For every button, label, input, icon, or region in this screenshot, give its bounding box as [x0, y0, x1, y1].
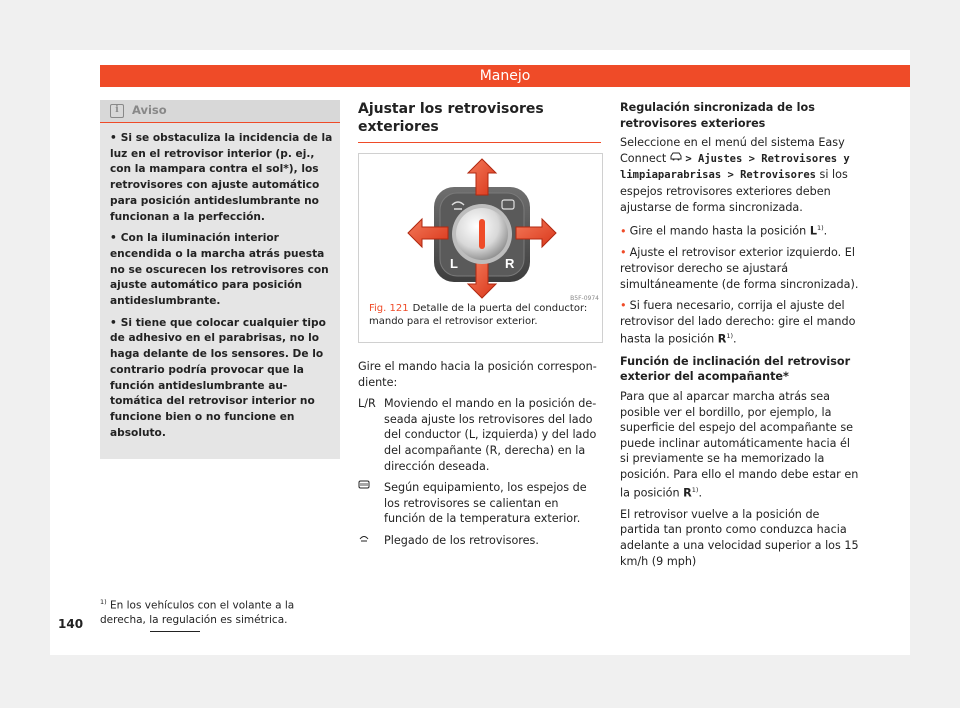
right-column: [620, 100, 860, 575]
sync-paragraph: Seleccione en el menú del sistema Easy Connect > Ajustes > Retrovisores y limpiaparabrisas > Retrovisores si los espejos retrovisores exteriores deben ajustarse de forma sincronizada.: [620, 136, 850, 214]
knob-indicator: [479, 219, 485, 249]
notice-bullet: • Si se obstaculiza la incidencia de la luz en el retrovisor interior (p. ej., con la mampara contra el sol*), los retrovisores con ajuste automático para posición antideslumbrante no funcionan a la perfección.: [110, 132, 333, 223]
menu-path: > Ajustes > Retrovisores y limpiaparabrisas > Retrovisores: [620, 152, 850, 182]
tilt-title: Función de inclinación del retrovisor exterior del acompañante*: [620, 354, 851, 384]
intro-text: Gire el mando hacia la posición correspondiente:: [358, 360, 597, 389]
figure-121: [358, 153, 603, 343]
main-column: [358, 100, 601, 555]
sync-step: • Ajuste el retrovisor exterior izquierdo. El retrovisor derecho se ajustará simultáneamente (de forma sincronizada).: [620, 246, 859, 291]
definition-text: Plegado de los retrovisores.: [384, 533, 539, 547]
fold-mirror-icon: [358, 533, 370, 544]
sync-step: • Gire el mando hasta la posición $L^{1)}$.: [620, 224, 828, 238]
info-icon: i: [110, 104, 124, 118]
notice-bullet: • Con la iluminación interior encendida o la marcha atrás puesta no se oscurecen los retrovisores con ajuste automático para posición antideslumbrante.: [110, 232, 329, 308]
sync-step: • Si fuera necesario, corrija el ajuste del retrovisor del lado derecho: gire el mando hasta la posición $R^{1)}$.: [620, 299, 856, 347]
tilt-paragraph-2: El retrovisor vuelve a la posición de partida tan pronto como conduzca hacia adelante a una velocidad superior a los 15 km/h (9 mph): [620, 507, 859, 568]
sync-title: Regulación sincronizada de los retrovisores exteriores: [620, 101, 815, 130]
definition-row: [358, 533, 601, 549]
definition-key: L/R: [358, 397, 376, 411]
notice-box: [100, 100, 340, 459]
notice-title: Aviso: [132, 103, 167, 118]
figure-caption: [369, 303, 596, 328]
notice-bullet: • Si tiene que colocar cualquier tipo de adhesivo en el parabrisas, no lo haga delante de los sensores. De lo contrario podría provocar que la función antideslumbrante automática del retrovisor interior no funcione bien o no funcione en absoluto.: [110, 316, 326, 439]
definition-text: Moviendo el mando en la posición deseada ajuste los retrovisores del lado del conductor (L, izquierda) y del lado del acompañante (R, derecha) en la dirección deseada.: [384, 397, 597, 473]
page-number: 140: [58, 617, 84, 631]
knob-label-right: R: [505, 256, 515, 271]
car-menu-icon: [670, 152, 682, 162]
footnote-rule: [150, 631, 200, 632]
chapter-header: Manejo: [100, 65, 910, 87]
notice-body: [100, 123, 340, 441]
page-content: [50, 50, 910, 655]
section-title: Ajustar los retrovisores exteriores: [358, 100, 601, 143]
definition-row: [358, 396, 601, 474]
figure-code: B5F-0974: [570, 295, 599, 302]
figure-caption-text: Detalle de la puerta del conductor: mando para el retrovisor exterior.: [369, 303, 588, 327]
footnote: $^{1)}$ En los vehículos con el volante a la derecha, la regulación es simétrica.: [100, 598, 295, 626]
mirror-control-illustration: [360, 155, 601, 300]
notice-header: [100, 100, 340, 123]
notice-column: [100, 100, 340, 459]
tilt-paragraph: Para que al aparcar marcha atrás sea posible ver el bordillo, por ejemplo, la superficie del espejo del acompañante se puede inclinar automáticamente hacia él si previamente se ha memorizado la posición. Para ello el mando debe estar en la posición $R^{1)}$.: [620, 389, 859, 500]
heated-mirror-icon: [358, 480, 370, 491]
knob-label-left: L: [450, 256, 458, 271]
figure-number: Fig. 121: [369, 303, 409, 314]
definition-text: Según equipamiento, los espejos de los retrovisores se calientan en función de la temperatura exterior.: [384, 481, 587, 526]
definition-row: [358, 480, 601, 527]
